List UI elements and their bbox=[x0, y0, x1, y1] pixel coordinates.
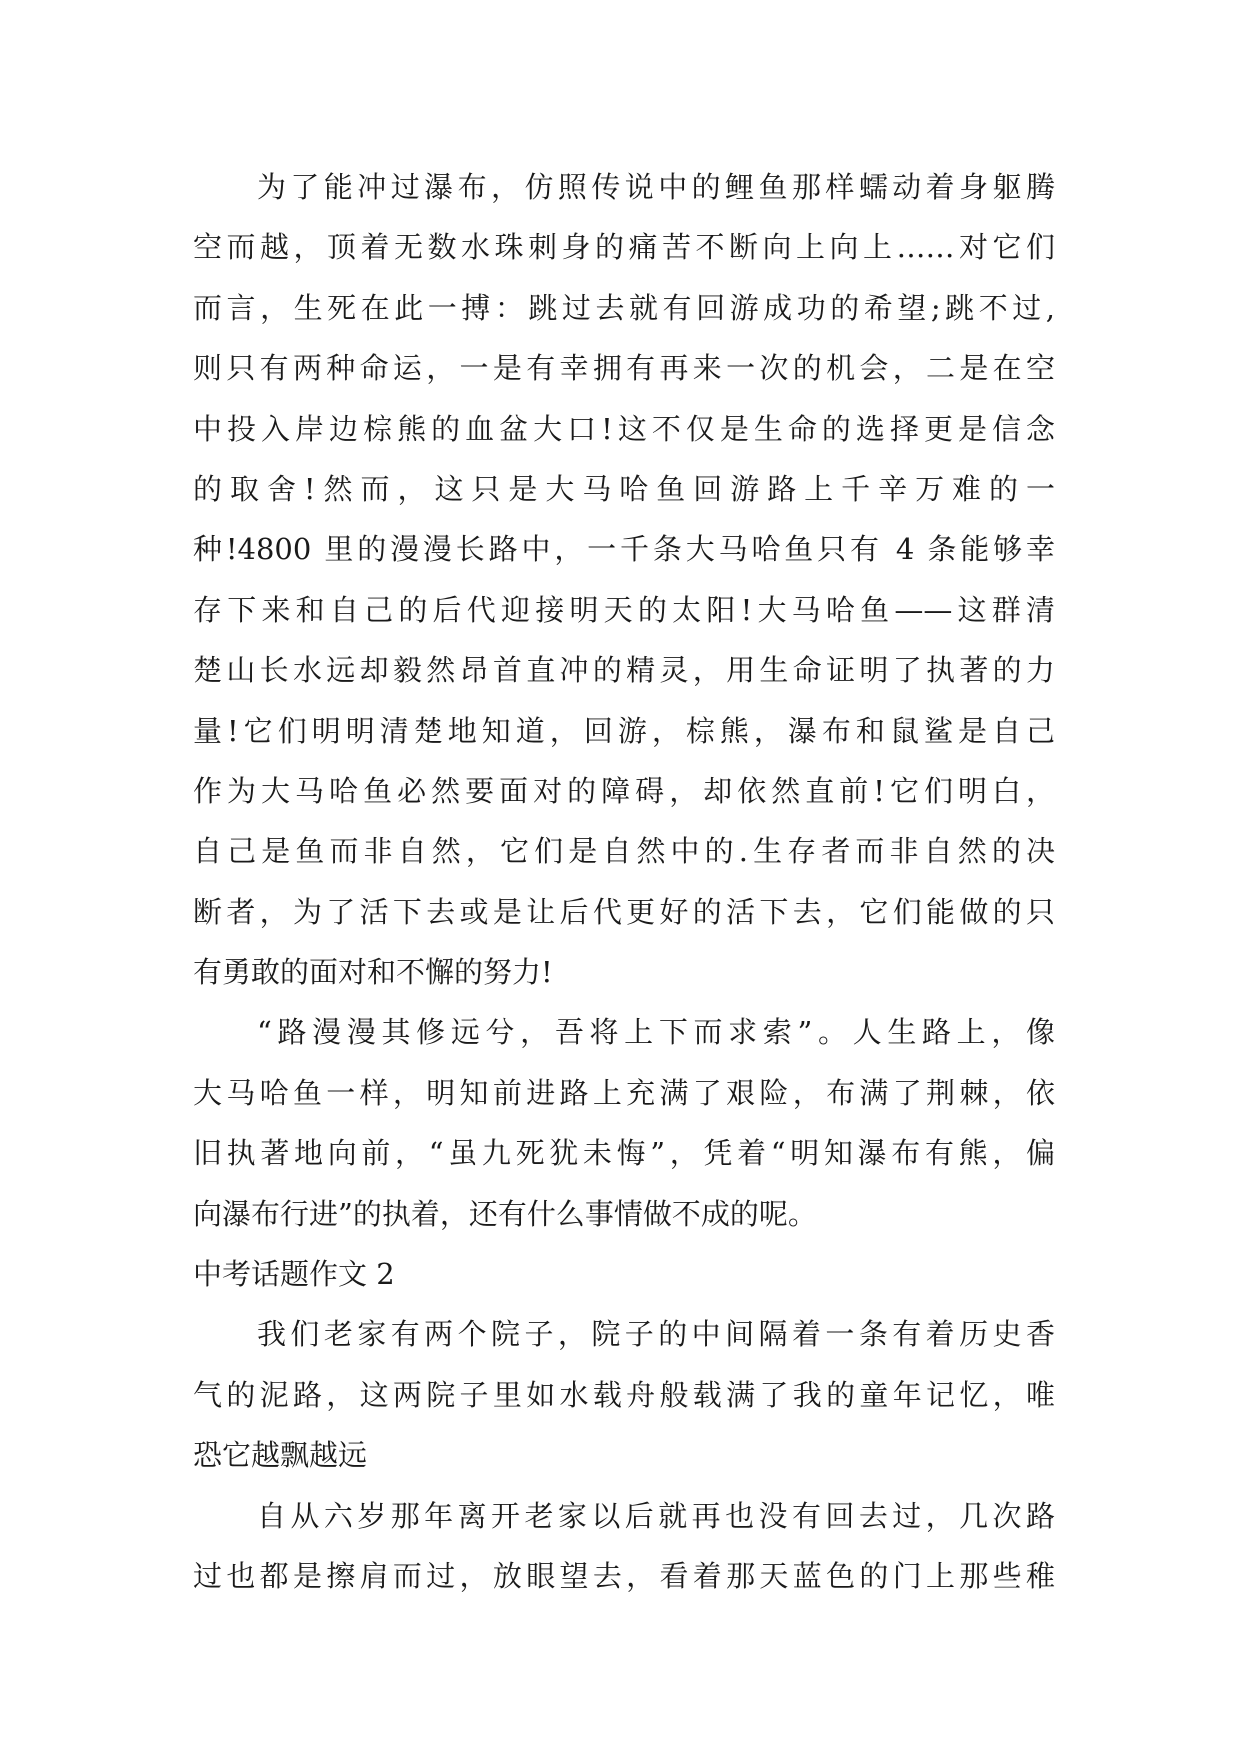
text-line: 自从六岁那年离开老家以后就再也没有回去过，几次路 bbox=[257, 1498, 1055, 1533]
text-line: 楚山长水远却毅然昂首直冲的精灵，用生命证明了执著的力 bbox=[193, 653, 1055, 688]
text-line: 大马哈鱼一样，明知前进路上充满了艰险，布满了荆棘，依 bbox=[193, 1075, 1055, 1110]
text-line: 自己是鱼而非自然，它们是自然中的.生存者而非自然的决 bbox=[193, 834, 1055, 869]
text-line: 我们老家有两个院子，院子的中间隔着一条有着历史香 bbox=[257, 1317, 1055, 1352]
text-line: 过也都是擦肩而过，放眼望去，看着那天蓝色的门上那些稚 bbox=[193, 1558, 1055, 1593]
text-line: 空而越，顶着无数水珠刺身的痛苦不断向上向上……对它们 bbox=[193, 230, 1055, 265]
text-line: 中投入岸边棕熊的血盆大口!这不仅是生命的选择更是信念 bbox=[193, 411, 1055, 446]
text-line: 气的泥路，这两院子里如水载舟般载满了我的童年记忆，唯 bbox=[193, 1377, 1055, 1412]
text-line: 旧执著地向前，“虽九死犹未悔”，凭着“明知瀑布有熊，偏 bbox=[193, 1136, 1055, 1171]
paragraph bbox=[193, 157, 1055, 1002]
document-body bbox=[193, 157, 1055, 1606]
text-line: 作为大马哈鱼必然要面对的障碍，却依然直前!它们明白， bbox=[193, 773, 1055, 808]
text-line: 则只有两种命运，一是有幸拥有再来一次的机会，二是在空 bbox=[193, 351, 1055, 386]
text-line: 有勇敢的面对和不懈的努力! bbox=[193, 955, 553, 990]
text-line: 为了能冲过瀑布，仿照传说中的鲤鱼那样蠕动着身躯腾 bbox=[257, 170, 1055, 204]
text-line: 向瀑布行进”的执着，还有什么事情做不成的呢。 bbox=[193, 1196, 817, 1231]
section-heading: 中考话题作文 2 bbox=[193, 1257, 395, 1292]
text-line: 存下来和自己的后代迎接明天的太阳!大马哈鱼——这群清 bbox=[193, 592, 1055, 627]
text-line: 的取舍!然而，这只是大马哈鱼回游路上千辛万难的一 bbox=[193, 471, 1055, 506]
paragraph bbox=[193, 1002, 1055, 1244]
text-line: 断者，为了活下去或是让后代更好的活下去，它们能做的只 bbox=[193, 894, 1055, 929]
text-line: 恐它越飘越远 bbox=[193, 1438, 368, 1473]
text-line: 种!4800 里的漫漫长路中，一千条大马哈鱼只有 4 条能够幸 bbox=[193, 532, 1055, 567]
text-line: “路漫漫其修远兮，吾将上下而求索”。人生路上，像 bbox=[257, 1015, 1055, 1050]
paragraph bbox=[193, 1486, 1055, 1607]
paragraph bbox=[193, 1304, 1055, 1485]
text-line: 量!它们明明清楚地知道，回游，棕熊，瀑布和鼠鲨是自己 bbox=[193, 713, 1055, 748]
text-line: 而言，生死在此一搏：跳过去就有回游成功的希望;跳不过, bbox=[193, 290, 1055, 325]
